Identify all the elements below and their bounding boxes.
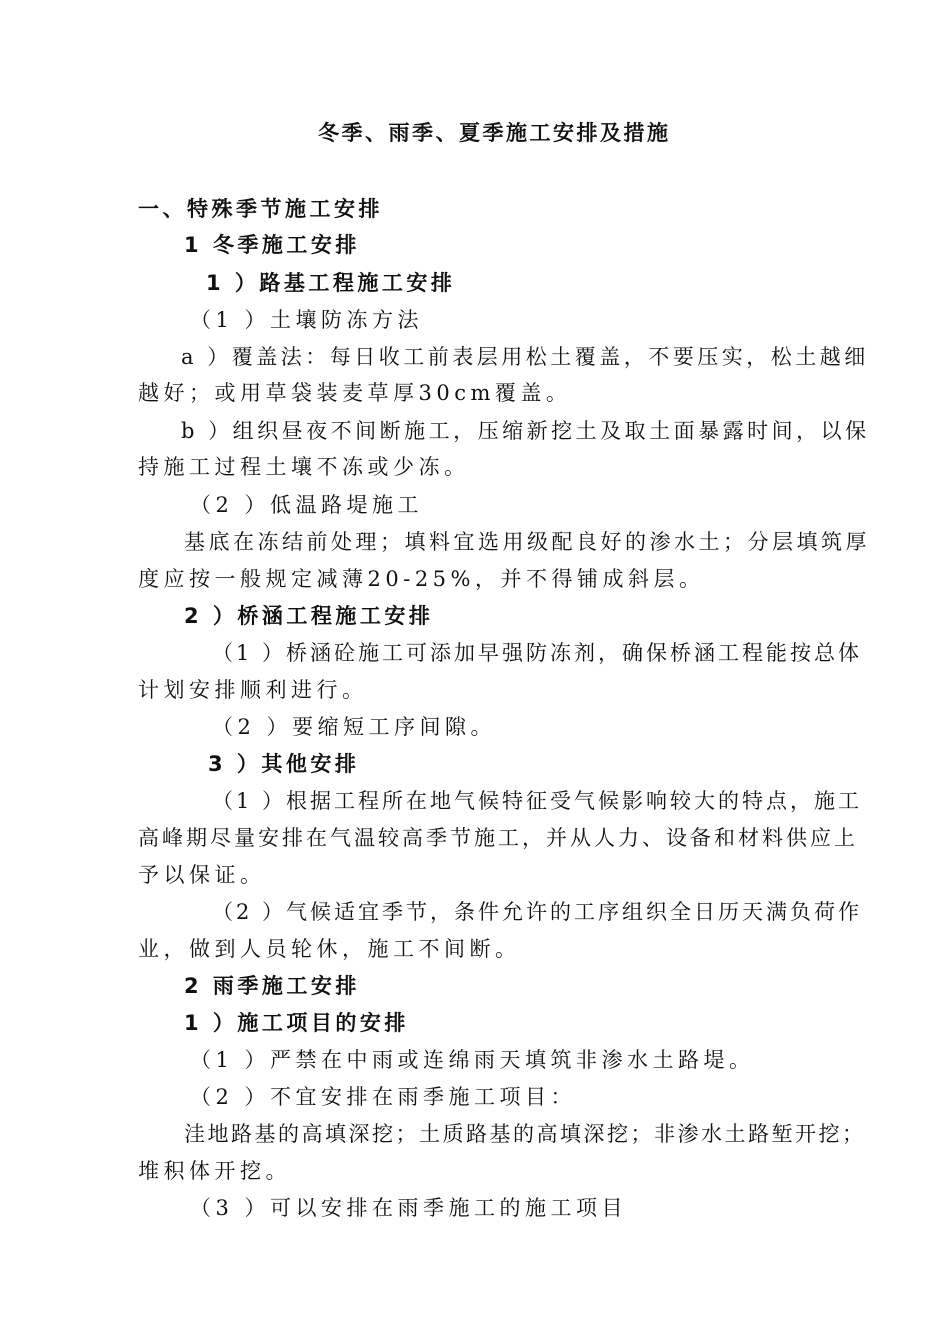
document-title: 冬季、雨季、夏季施工安排及措施 (318, 121, 671, 145)
paragraph-line: 业，做到人员轮休，施工不间断。 (138, 937, 521, 961)
paragraph-line: （1 ）土壤防冻方法 (190, 308, 424, 332)
section-heading-special-seasons: 一、特殊季节施工安排 (138, 197, 383, 221)
paragraph-line: 计划安排顺利进行。 (138, 678, 368, 702)
paragraph-line: 越好；或用草袋装麦草厚30cm覆盖。 (138, 381, 572, 405)
paragraph-line: （1 ）桥涵砼施工可添加早强防冻剂，确保桥涵工程能按总体 (212, 641, 863, 665)
item-heading-roadbed: 1 ）路基工程施工安排 (206, 271, 456, 295)
paragraph-line: 予以保证。 (138, 863, 266, 887)
paragraph-line: （2 ）不宜安排在雨季施工项目： (190, 1085, 577, 1109)
subsection-heading-winter: 1 冬季施工安排 (184, 233, 360, 257)
item-heading-bridge-culvert: 2 ）桥涵工程施工安排 (184, 604, 434, 628)
item-heading-other: 3 ）其他安排 (208, 752, 360, 776)
paragraph-line: 基底在冻结前处理；填料宜选用级配良好的渗水土；分层填筑厚 (184, 530, 870, 554)
paragraph-line: （1 ）根据工程所在地气候特征受气候影响较大的特点，施工 (212, 789, 863, 813)
paragraph-line: （1 ）严禁在中雨或连绵雨天填筑非渗水土路堤。 (190, 1048, 755, 1072)
paragraph-line: a ）覆盖法：每日收工前表层用松土覆盖，不要压实，松土越细 (181, 345, 869, 369)
paragraph-line: 持施工过程土壤不冻或少冻。 (138, 455, 470, 479)
paragraph-line: （2 ）要缩短工序间隙。 (212, 715, 497, 739)
item-heading-project-arrangement: 1 ）施工项目的安排 (184, 1011, 409, 1035)
paragraph-line: b ）组织昼夜不间断施工，压缩新挖土及取土面暴露时间，以保 (181, 419, 870, 443)
paragraph-line: 堆积体开挖。 (138, 1159, 291, 1183)
paragraph-line: 洼地路基的高填深挖；土质路基的高填深挖；非渗水土路堑开挖； (184, 1122, 866, 1146)
paragraph-line: （3 ）可以安排在雨季施工的施工项目 (190, 1196, 628, 1220)
paragraph-line: （2 ）气候适宜季节，条件允许的工序组织全日历天满负荷作 (212, 900, 863, 924)
paragraph-line: 度应按一般规定减薄20-25%，并不得铺成斜层。 (138, 567, 705, 591)
subsection-heading-rainy: 2 雨季施工安排 (184, 974, 360, 998)
paragraph-line: （2 ）低温路堤施工 (190, 493, 424, 517)
paragraph-line: 高峰期尽量安排在气温较高季节施工，并从人力、设备和材料供应上 (138, 826, 858, 850)
